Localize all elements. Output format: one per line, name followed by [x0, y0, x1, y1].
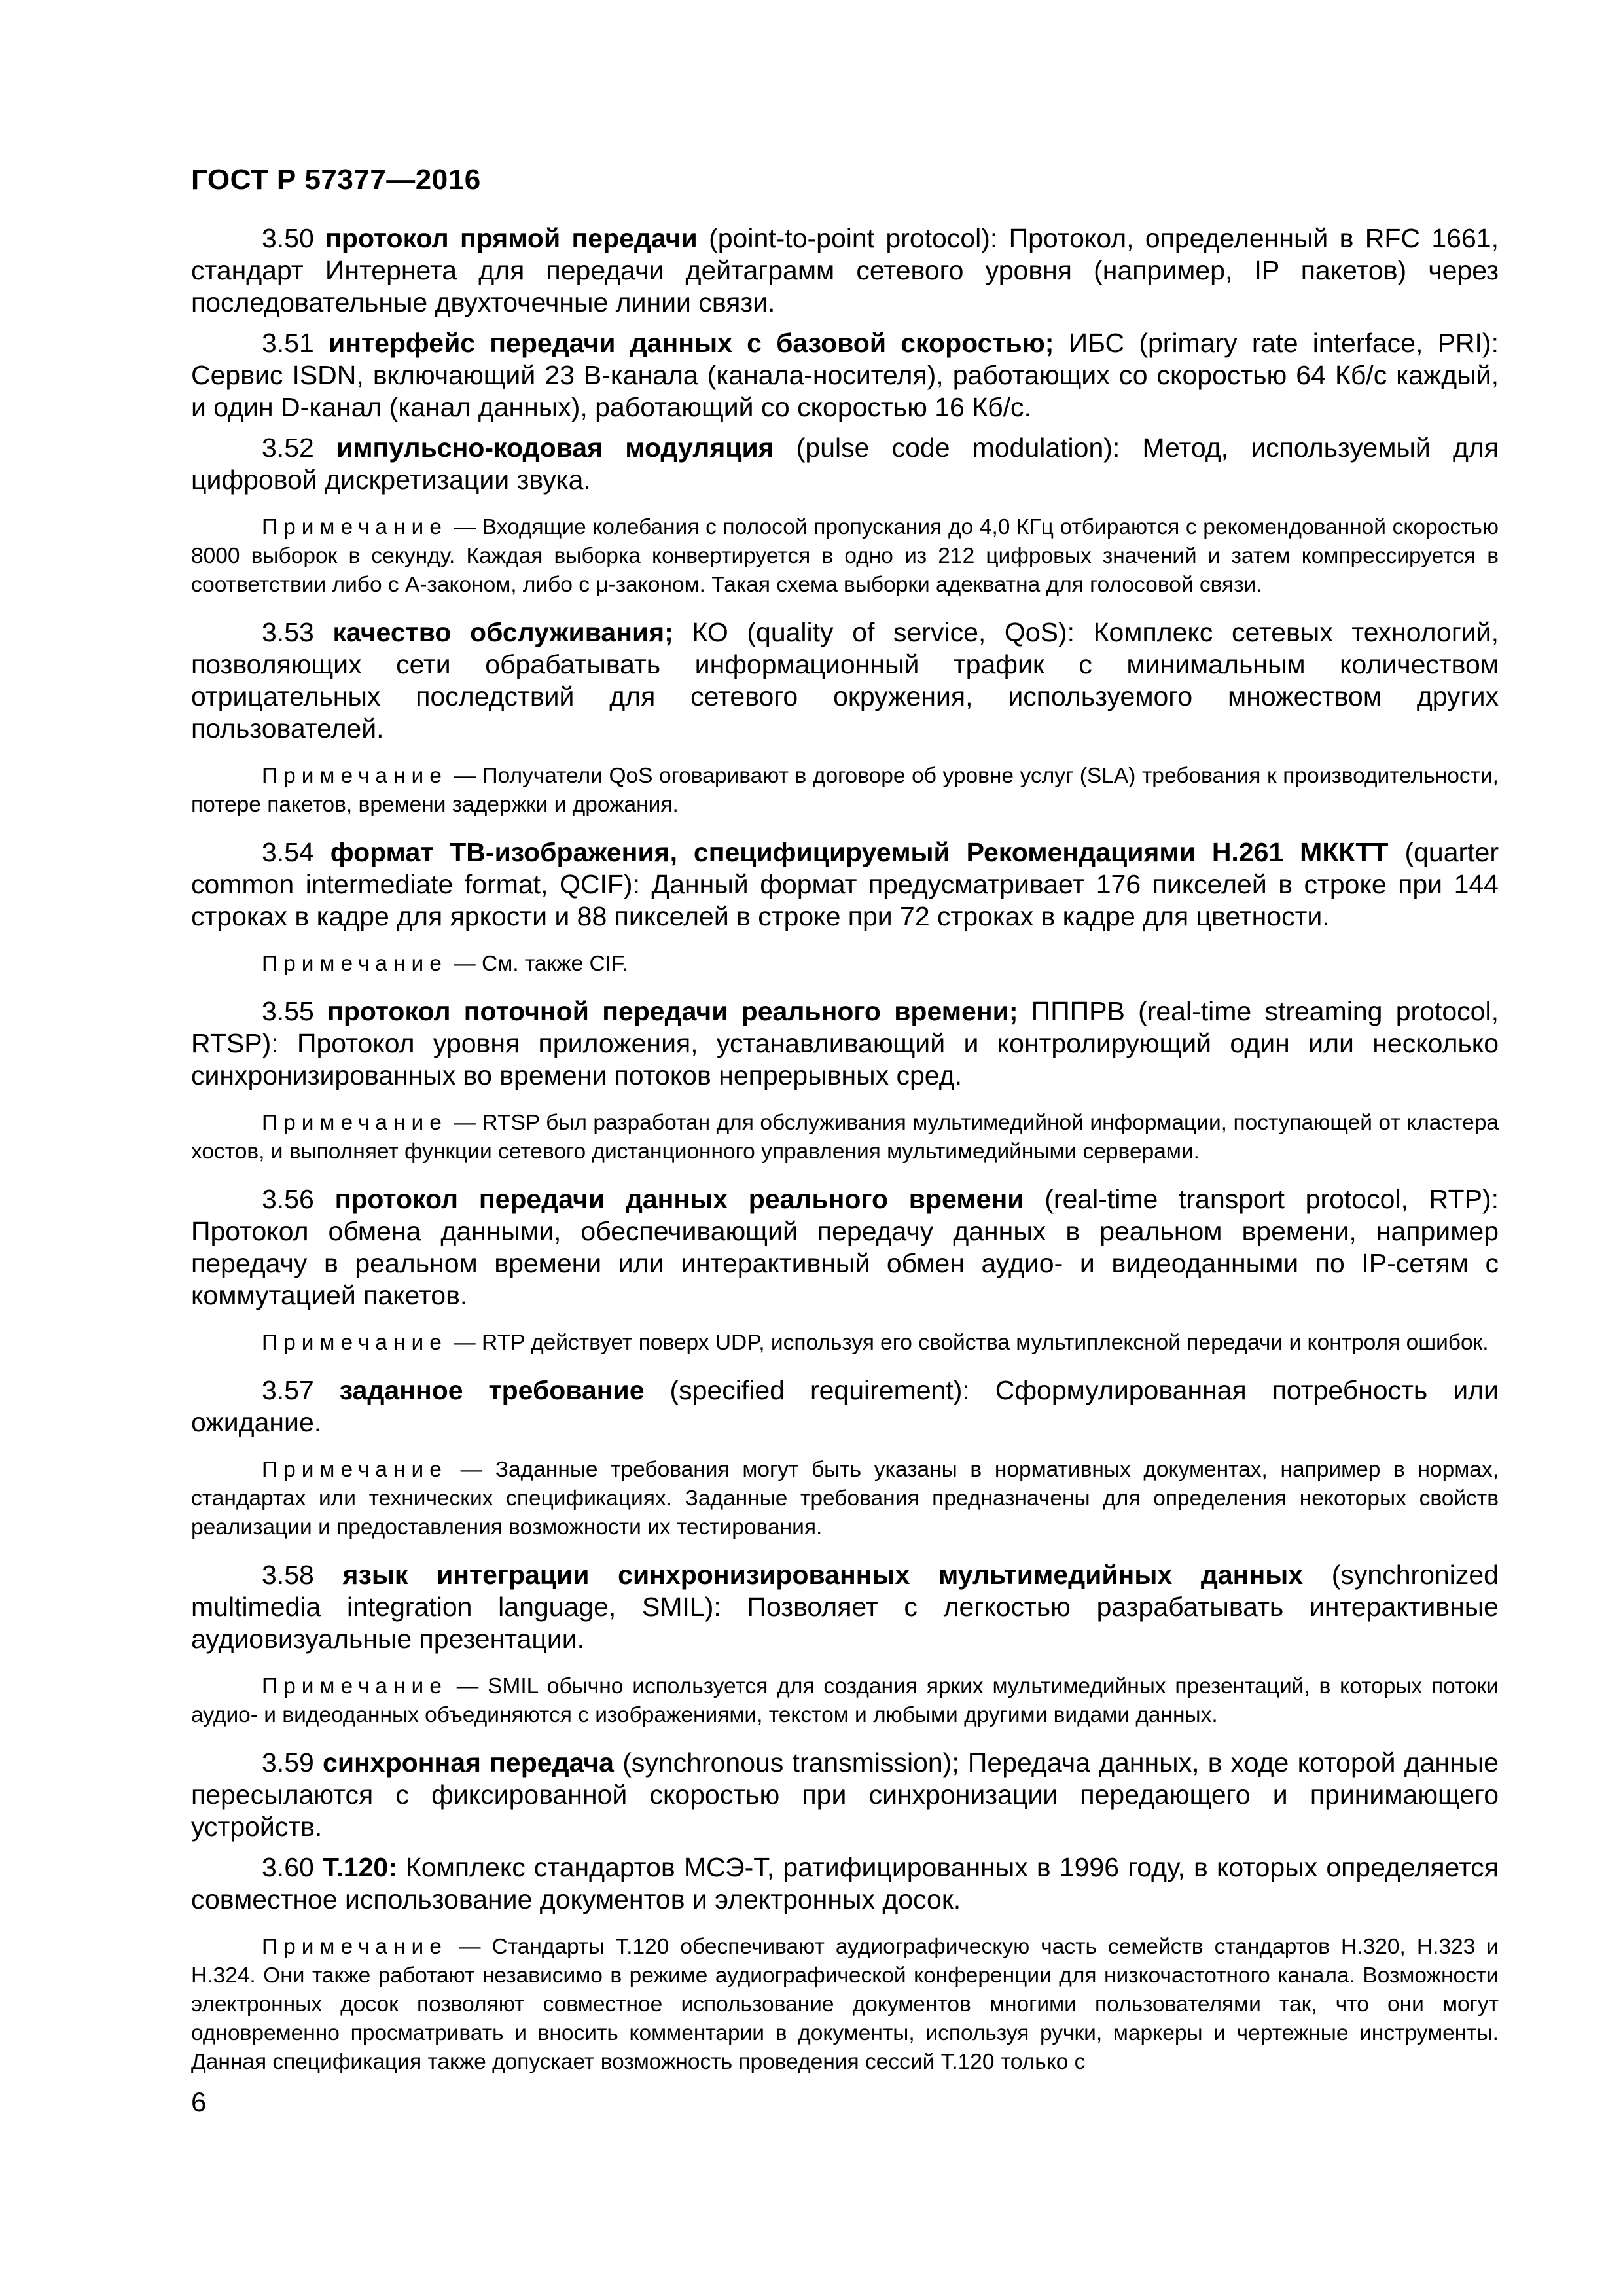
note-paragraph — [191, 762, 1499, 819]
note-label: Примечание — [262, 1111, 448, 1135]
note-text: — См. также CIF. — [454, 952, 629, 976]
note-paragraph — [191, 1109, 1499, 1166]
term-text: (point-to-point protocol): Протокол, определенный в RFC 1661, стандарт Интернета для передачи дейтаграмм сетевого уровня (например, IP пакетов) через последовательные двухточечные линии связи. — [191, 223, 1499, 317]
note-text: — SMIL обычно используется для создания ярких мультимедийных презентаций, в которых потоки аудио- и видеоданных объединяются с изображениями, текстом и любыми другими видами данных. — [191, 1674, 1499, 1727]
term-definition — [191, 1183, 1499, 1312]
note-label: Примечание — [262, 1935, 448, 1959]
term-title: импульсно-кодовая модуляция — [336, 433, 774, 463]
note-paragraph — [191, 1329, 1499, 1357]
term-definition — [191, 617, 1499, 745]
term-text: ПППРВ (real-time streaming protocol, RTSP): Протокол уровня приложения, устанавливающий и контролирующий один или несколько синхронизированных во времени потоков непрерывных сред. — [191, 996, 1499, 1090]
term-title: протокол передачи данных реального времени — [334, 1184, 1024, 1214]
note-label: Примечание — [262, 1458, 448, 1482]
term-title: синхронная передача — [323, 1748, 614, 1778]
term-text: (synchronized multimedia integration language, SMIL): Позволяет с легкостью разрабатывать интерактивные аудиовизуальные презентации. — [191, 1560, 1499, 1654]
term-number: 3.59 — [262, 1748, 314, 1778]
term-text: (real-time transport protocol, RTP): Протокол обмена данными, обеспечивающий передачу данных в реальном времени, например передачу в реальном времени или интерактивный обмен аудио- и видеоданными по IP-сетям с коммутацией пакетов. — [191, 1184, 1499, 1310]
term-definition — [191, 1559, 1499, 1655]
note-label: Примечание — [262, 515, 448, 539]
note-text: — Получатели QoS оговаривают в договоре об уровне услуг (SLA) требования к производительности, потере пакетов, времени задержки и дрожания. — [191, 764, 1499, 817]
term-text: (synchronous transmission); Передача данных, в ходе которой данные пересылаются с фиксированной скоростью при синхронизации передающего и принимающего устройств. — [191, 1748, 1499, 1842]
term-text: (pulse code modulation): Метод, используемый для цифровой дискретизации звука. — [191, 433, 1499, 495]
term-text: (quarter common intermediate format, QCIF): Данный формат предусматривает 176 пикселей в строке при 144 строках в кадре для яркости и 88 пикселей в строке при 72 строках в кадре для цветности. — [191, 837, 1499, 931]
term-number: 3.56 — [262, 1184, 314, 1214]
term-text: Комплекс стандартов МСЭ-Т, ратифицированных в 1996 году, в которых определяется совместное использование документов и электронных досок. — [191, 1852, 1499, 1914]
term-number: 3.60 — [262, 1852, 314, 1882]
note-text: — RTSP был разработан для обслуживания мультимедийной информации, поступающей от кластера хостов, и выполняет функции сетевого дистанционного управления мультимедийными серверами. — [191, 1111, 1499, 1164]
term-title: протокол прямой передачи — [325, 223, 698, 253]
term-definition — [191, 223, 1499, 319]
note-text: — RTP действует поверх UDP, используя его свойства мультиплексной передачи и контроля ошибок. — [454, 1331, 1489, 1355]
note-text: — Стандарты Т.120 обеспечивают аудиографическую часть семейств стандартов Н.320, Н.323 и Н.324. Они также работают независимо в режиме аудиографической конференции для низкочастотного канала. Возможности электронных досок позволяют совместное использование документов многими пользователями так, что они могут одновременно просматривать и вносить комментарии в документы, используя ручки, маркеры и чертежные инструменты. Данная спецификация также допускает возможность проведения сессий Т.120 только с — [191, 1935, 1499, 2074]
term-definition — [191, 1374, 1499, 1439]
term-number: 3.57 — [262, 1375, 314, 1405]
term-definition — [191, 327, 1499, 423]
term-number: 3.58 — [262, 1560, 314, 1590]
term-definition — [191, 432, 1499, 496]
term-number: 3.52 — [262, 433, 314, 463]
term-number: 3.55 — [262, 996, 314, 1026]
term-number: 3.54 — [262, 837, 314, 867]
note-label: Примечание — [262, 952, 448, 976]
term-title: интерфейс передачи данных с базовой скоростью; — [329, 328, 1054, 358]
note-label: Примечание — [262, 1674, 448, 1698]
term-title: качество обслуживания; — [332, 617, 673, 647]
term-definition — [191, 996, 1499, 1092]
note-paragraph — [191, 1456, 1499, 1542]
term-text: КО (quality of service, QoS): Комплекс сетевых технологий, позволяющих сети обрабатывать информационный трафик с минимальным количеством отрицательных последствий для сетевого окружения, используемого множеством других пользователей. — [191, 617, 1499, 744]
term-number: 3.50 — [262, 223, 314, 253]
term-text: (specified requirement): Сформулированная потребность или ожидание. — [191, 1375, 1499, 1437]
note-paragraph — [191, 1672, 1499, 1730]
term-title: формат ТВ-изображения, специфицируемый Рекомендациями Н.261 МККТТ — [330, 837, 1389, 867]
term-title: Т.120: — [322, 1852, 397, 1882]
term-number: 3.53 — [262, 617, 314, 647]
page-number: 6 — [191, 2087, 207, 2117]
note-paragraph — [191, 950, 1499, 978]
term-title: протокол поточной передачи реального времени; — [327, 996, 1018, 1026]
term-title: язык интеграции синхронизированных мультимедийных данных — [342, 1560, 1304, 1590]
term-definition — [191, 836, 1499, 933]
document-header: ГОСТ Р 57377—2016 — [191, 164, 481, 196]
note-text: — Заданные требования могут быть указаны в нормативных документах, например в нормах, стандартах или технических спецификациях. Заданные требования предназначены для определения некоторых свойств реализации и предоставления возможности их тестирования. — [191, 1458, 1499, 1539]
note-paragraph — [191, 1933, 1499, 2077]
note-paragraph — [191, 513, 1499, 600]
document-body — [191, 223, 1499, 2094]
term-title: заданное требование — [339, 1375, 645, 1405]
term-number: 3.51 — [262, 328, 314, 358]
term-definition — [191, 1747, 1499, 1843]
term-definition — [191, 1852, 1499, 1916]
note-label: Примечание — [262, 1331, 448, 1355]
note-label: Примечание — [262, 764, 448, 788]
term-text: ИБС (primary rate interface, PRI): Сервис ISDN, включающий 23 В-канала (канала-носителя), работающих со скоростью 64 Кб/с каждый, и один D-канал (канал данных), работающий со скоростью 16 Кб/с. — [191, 328, 1499, 422]
note-text: — Входящие колебания с полосой пропускания до 4,0 КГц отбираются с рекомендованной скоростью 8000 выборок в секунду. Каждая выборка конвертируется в одно из 212 цифровых значений и затем компрессируется в соответствии либо с А-законом, либо с μ-законом. Такая схема выборки адекватна для голосовой связи. — [191, 515, 1499, 597]
